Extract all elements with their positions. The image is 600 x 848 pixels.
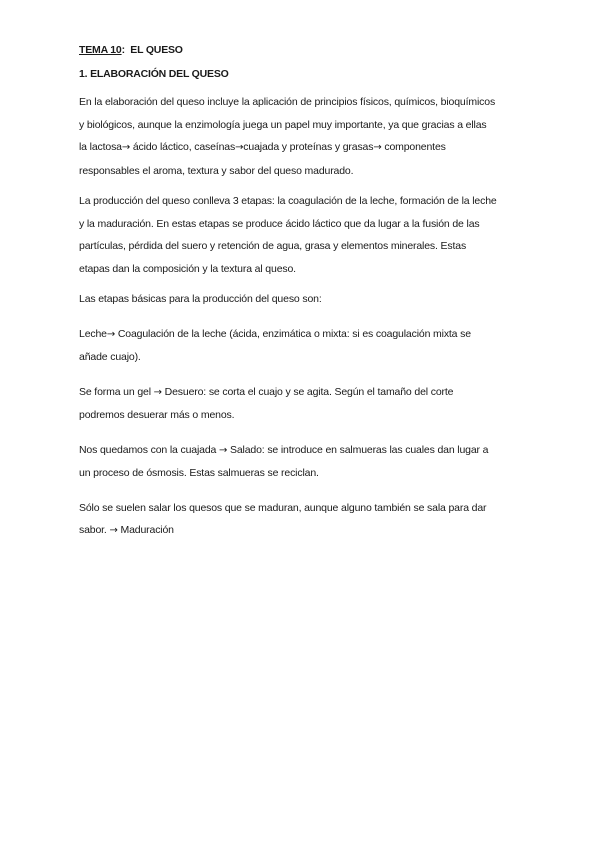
page-title <box>79 44 534 56</box>
step-desuero-line-2: podremos desuerar más o menos. <box>79 409 235 421</box>
step-coagulation-line-2: añade cuajo). <box>79 351 141 363</box>
step-desuero: Se forma un gel → Desuero: se corta el cuajo y se agita. Según el tamaño del corte podremos desuerar más o menos. <box>79 385 454 421</box>
intro-line-2: y biológicos, aunque la enzimología juega un papel muy importante, ya que gracias a ellas <box>79 118 487 131</box>
paragraph-basic-stages <box>79 288 534 311</box>
section-heading: 1. ELABORACIÓN DEL QUESO <box>79 68 229 80</box>
intro-line-4: responsables el aroma, textura y sabor del queso madurado. <box>79 164 354 177</box>
stages-line-1: La producción del queso conlleva 3 etapas: la coagulación de la leche, formación de la leche <box>79 195 497 207</box>
step-maduracion: Sólo se suelen salar los quesos que se maduran, aunque alguno también se sala para dar sabor. → Maduración <box>79 501 487 536</box>
paragraph-stages <box>79 190 534 280</box>
arrow-icon: → <box>106 328 116 340</box>
document-page <box>79 44 534 551</box>
arrow-icon: → <box>109 525 118 536</box>
arrow-icon: → <box>153 386 162 398</box>
intro-line-3: la lactosa→ ácido láctico, caseínas→cuajada y proteínas y grasas→ componentes <box>79 141 446 153</box>
arrow-icon: → <box>121 142 131 153</box>
arrow-icon: → <box>373 142 382 153</box>
arrow-icon: → <box>235 142 244 153</box>
step-coagulation: Leche→ Coagulación de la leche (ácida, enzimática o mixta: si es coagulación mixta se añade cuajo). <box>79 327 471 363</box>
step-maduracion-line-1: Sólo se suelen salar los quesos que se maduran, aunque alguno también se sala para dar <box>79 501 487 514</box>
step-salado: Nos quedamos con la cuajada → Salado: se introduce en salmueras las cuales dan lugar a un proceso de ósmosis. Estas salmueras se reciclan. <box>79 443 489 479</box>
step-salado-line-2: un proceso de ósmosis. Estas salmueras se reciclan. <box>79 467 319 479</box>
intro-line-1: En la elaboración del queso incluye la aplicación de principios físicos, químicos, bioquímicos <box>79 96 496 108</box>
paragraph-intro <box>79 91 534 182</box>
basic-stages-text: Las etapas básicas para la producción del queso son: <box>79 293 322 305</box>
title-text: EL QUESO <box>130 44 183 56</box>
title-label: TEMA 10 <box>79 44 122 56</box>
stages-line-2: y la maduración. En estas etapas se produce ácido láctico que da lugar a la fusión de las <box>79 217 480 230</box>
stages-line-4: etapas dan la composición y la textura al queso. <box>79 262 296 275</box>
stages-line-3: partículas, pérdida del suero y retención de agua, grasa y elementos minerales. Estas <box>79 240 467 252</box>
title-separator: : <box>121 44 125 56</box>
arrow-icon: → <box>218 444 228 456</box>
